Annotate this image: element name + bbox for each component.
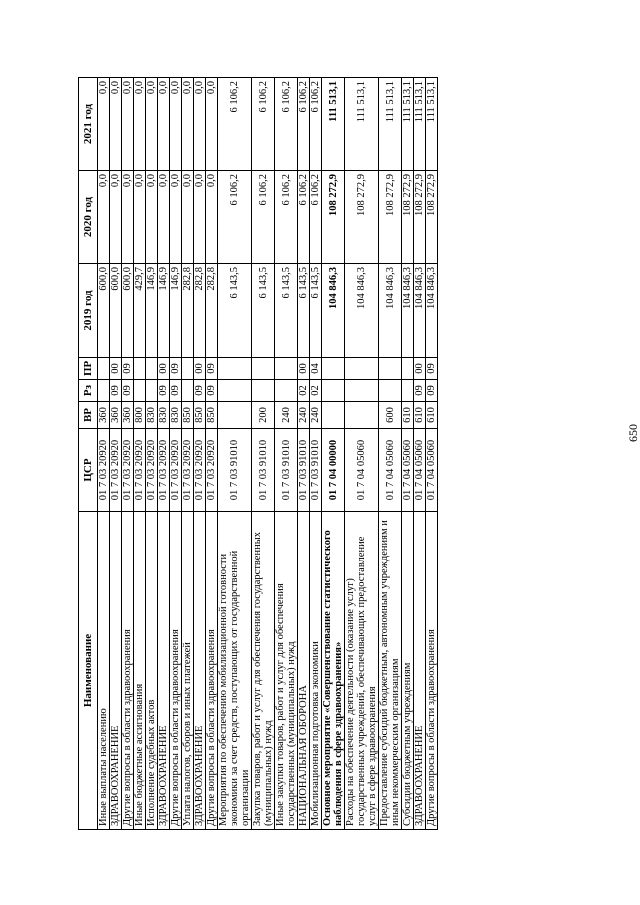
row-2020-cell: 0,0 — [194, 171, 206, 264]
table-body — [98, 78, 438, 830]
row-2019-cell: 104 846,3 — [345, 264, 379, 358]
table-row — [170, 78, 182, 830]
row-2020-cell: 108 272,9 — [402, 171, 414, 264]
row-name-cell: Мероприятия по обеспечению мобилизационной готовности экономики за счет средств, поступающих от государственной организации — [218, 512, 252, 830]
row-pr-cell: 00 — [194, 358, 206, 380]
row-rz-cell — [134, 380, 146, 402]
row-csr-cell: 01 7 03 91010 — [310, 429, 322, 512]
row-pr-cell: 09 — [170, 358, 182, 380]
row-rz-cell — [322, 380, 345, 402]
row-vr-cell: 360 — [110, 402, 122, 429]
table-header-row — [79, 78, 98, 830]
row-2019-cell: 600,0 — [110, 264, 122, 358]
row-vr-cell: 850 — [206, 402, 218, 429]
row-name-cell: Другие вопросы в области здравоохранения — [170, 512, 182, 830]
row-csr-cell: 01 7 04 05060 — [402, 429, 414, 512]
header-2019: 2019 год — [79, 264, 98, 358]
row-2021-cell: 0,0 — [98, 78, 110, 171]
row-csr-cell: 01 7 03 91010 — [252, 429, 275, 512]
row-vr-cell: 830 — [158, 402, 170, 429]
row-rz-cell: 09 — [122, 380, 134, 402]
row-2019-cell: 6 143,5 — [275, 264, 298, 358]
row-2021-cell: 111 513,1 — [402, 78, 414, 171]
row-2021-cell: 0,0 — [146, 78, 158, 171]
row-pr-cell — [402, 358, 414, 380]
row-2021-cell: 6 106,2 — [218, 78, 252, 171]
row-vr-cell: 610 — [414, 402, 426, 429]
row-2019-cell: 104 846,3 — [402, 264, 414, 358]
row-2019-cell: 104 846,3 — [426, 264, 438, 358]
row-vr-cell: 360 — [122, 402, 134, 429]
row-2020-cell: 0,0 — [134, 171, 146, 264]
row-name-cell: Другие вопросы в области здравоохранения — [122, 512, 134, 830]
row-name-cell: Иные выплаты населению — [98, 512, 110, 830]
table-row — [218, 78, 252, 830]
row-rz-cell — [252, 380, 275, 402]
row-pr-cell: 00 — [414, 358, 426, 380]
row-csr-cell: 01 7 04 05060 — [426, 429, 438, 512]
row-rz-cell: 09 — [206, 380, 218, 402]
header-2021: 2021 год — [79, 78, 98, 171]
table-row — [402, 78, 414, 830]
row-vr-cell: 240 — [275, 402, 298, 429]
row-name-cell: Предоставление субсидий бюджетным, автономным учреждениям и иным некоммерческим организациям — [379, 512, 402, 830]
row-2020-cell: 0,0 — [170, 171, 182, 264]
row-name-cell: Другие вопросы в области здравоохранения — [206, 512, 218, 830]
row-vr-cell: 240 — [310, 402, 322, 429]
row-2019-cell: 282,8 — [182, 264, 194, 358]
header-pr: ПР — [79, 358, 98, 380]
row-2019-cell: 282,8 — [206, 264, 218, 358]
table-row — [322, 78, 345, 830]
row-2021-cell: 0,0 — [158, 78, 170, 171]
header-2020: 2020 год — [79, 171, 98, 264]
row-2021-cell: 111 513,1 — [322, 78, 345, 171]
table-row — [310, 78, 322, 830]
row-2021-cell: 6 106,2 — [298, 78, 310, 171]
row-name-cell: ЗДРАВООХРАНЕНИЕ — [158, 512, 170, 830]
row-rz-cell: 09 — [110, 380, 122, 402]
row-csr-cell: 01 7 03 91010 — [218, 429, 252, 512]
row-2021-cell: 6 106,2 — [310, 78, 322, 171]
row-rz-cell: 02 — [298, 380, 310, 402]
row-name-cell: Основное мероприятие «Совершенствование статистического наблюдения в сфере здравоохранения» — [322, 512, 345, 830]
row-name-cell: Расходы на обеспечение деятельности (оказание услуг) государственных учреждений, обеспечивающих предоставление услуг в сфере здравоохранения — [345, 512, 379, 830]
row-2020-cell: 108 272,9 — [322, 171, 345, 264]
row-2019-cell: 6 143,5 — [218, 264, 252, 358]
row-2021-cell: 0,0 — [134, 78, 146, 171]
row-2019-cell: 104 846,3 — [322, 264, 345, 358]
row-2019-cell: 146,9 — [146, 264, 158, 358]
table-row — [194, 78, 206, 830]
row-2021-cell: 0,0 — [194, 78, 206, 171]
row-2019-cell: 6 143,5 — [298, 264, 310, 358]
row-2021-cell: 111 513,1 — [345, 78, 379, 171]
row-name-cell: Иные бюджетные ассигнования — [134, 512, 146, 830]
table-row — [275, 78, 298, 830]
row-2020-cell: 0,0 — [122, 171, 134, 264]
row-name-cell: Исполнение судебных актов — [146, 512, 158, 830]
row-pr-cell: 09 — [122, 358, 134, 380]
row-rz-cell: 09 — [170, 380, 182, 402]
row-rz-cell: 09 — [194, 380, 206, 402]
row-csr-cell: 01 7 03 20920 — [206, 429, 218, 512]
row-pr-cell: 09 — [206, 358, 218, 380]
row-csr-cell: 01 7 03 91010 — [275, 429, 298, 512]
table-row — [182, 78, 194, 830]
row-2020-cell: 0,0 — [110, 171, 122, 264]
row-pr-cell — [322, 358, 345, 380]
row-vr-cell: 850 — [182, 402, 194, 429]
row-2021-cell: 111 513,1 — [426, 78, 438, 171]
row-rz-cell: 02 — [310, 380, 322, 402]
row-2021-cell: 6 106,2 — [275, 78, 298, 171]
row-csr-cell: 01 7 03 20920 — [122, 429, 134, 512]
table-row — [252, 78, 275, 830]
row-csr-cell: 01 7 03 20920 — [98, 429, 110, 512]
row-2021-cell: 6 106,2 — [252, 78, 275, 171]
row-2020-cell: 0,0 — [158, 171, 170, 264]
row-vr-cell: 360 — [98, 402, 110, 429]
row-2020-cell: 0,0 — [182, 171, 194, 264]
row-name-cell: Закупка товаров, работ и услуг для обеспечения государственных (муниципальных) нужд — [252, 512, 275, 830]
table-row — [426, 78, 438, 830]
row-2019-cell: 6 143,5 — [310, 264, 322, 358]
header-rz: Рз — [79, 380, 98, 402]
row-rz-cell — [379, 380, 402, 402]
row-pr-cell — [379, 358, 402, 380]
row-2019-cell: 104 846,3 — [414, 264, 426, 358]
table-row — [122, 78, 134, 830]
table-row — [146, 78, 158, 830]
table-row — [345, 78, 379, 830]
row-csr-cell: 01 7 03 20920 — [134, 429, 146, 512]
row-2021-cell: 0,0 — [170, 78, 182, 171]
row-2019-cell: 429,7 — [134, 264, 146, 358]
row-2020-cell: 0,0 — [98, 171, 110, 264]
row-name-cell: НАЦИОНАЛЬНАЯ ОБОРОНА — [298, 512, 310, 830]
row-vr-cell: 610 — [402, 402, 414, 429]
row-rz-cell — [345, 380, 379, 402]
row-vr-cell: 830 — [170, 402, 182, 429]
row-name-cell: Уплата налогов, сборов и иных платежей — [182, 512, 194, 830]
budget-table — [78, 77, 438, 830]
table-row — [158, 78, 170, 830]
row-2020-cell: 0,0 — [206, 171, 218, 264]
row-rz-cell — [98, 380, 110, 402]
row-pr-cell: 09 — [426, 358, 438, 380]
row-2019-cell: 146,9 — [170, 264, 182, 358]
row-vr-cell — [345, 402, 379, 429]
row-vr-cell — [322, 402, 345, 429]
table-row — [414, 78, 426, 830]
row-name-cell: ЗДРАВООХРАНЕНИЕ — [194, 512, 206, 830]
row-vr-cell: 200 — [252, 402, 275, 429]
row-2019-cell: 600,0 — [98, 264, 110, 358]
row-pr-cell — [345, 358, 379, 380]
row-vr-cell: 600 — [379, 402, 402, 429]
row-pr-cell — [182, 358, 194, 380]
table-row — [379, 78, 402, 830]
row-2020-cell: 108 272,9 — [414, 171, 426, 264]
row-2020-cell: 108 272,9 — [426, 171, 438, 264]
row-csr-cell: 01 7 03 20920 — [158, 429, 170, 512]
row-pr-cell — [98, 358, 110, 380]
header-csr: ЦСР — [79, 429, 98, 512]
row-csr-cell: 01 7 03 20920 — [182, 429, 194, 512]
row-name-cell: ЗДРАВООХРАНЕНИЕ — [414, 512, 426, 830]
row-vr-cell: 800 — [134, 402, 146, 429]
header-name: Наименование — [79, 512, 98, 830]
row-2020-cell: 108 272,9 — [379, 171, 402, 264]
row-rz-cell — [146, 380, 158, 402]
row-rz-cell: 09 — [426, 380, 438, 402]
page-number: 650 — [626, 424, 640, 442]
row-csr-cell: 01 7 04 00000 — [322, 429, 345, 512]
header-vr: ВР — [79, 402, 98, 429]
row-vr-cell: 240 — [298, 402, 310, 429]
table-row — [206, 78, 218, 830]
row-rz-cell: 09 — [158, 380, 170, 402]
row-2020-cell: 0,0 — [146, 171, 158, 264]
row-csr-cell: 01 7 03 20920 — [110, 429, 122, 512]
row-pr-cell — [275, 358, 298, 380]
row-vr-cell: 830 — [146, 402, 158, 429]
row-csr-cell: 01 7 03 91010 — [298, 429, 310, 512]
row-2021-cell: 111 513,1 — [379, 78, 402, 171]
table-row — [98, 78, 110, 830]
row-pr-cell — [134, 358, 146, 380]
row-2019-cell: 600,0 — [122, 264, 134, 358]
rotated-table-wrapper — [78, 78, 528, 830]
row-pr-cell: 00 — [158, 358, 170, 380]
table-row — [134, 78, 146, 830]
table-row — [298, 78, 310, 830]
row-pr-cell: 04 — [310, 358, 322, 380]
row-rz-cell — [182, 380, 194, 402]
row-2019-cell: 6 143,5 — [252, 264, 275, 358]
row-csr-cell: 01 7 04 05060 — [379, 429, 402, 512]
row-rz-cell — [275, 380, 298, 402]
row-2019-cell: 282,8 — [194, 264, 206, 358]
row-2019-cell: 104 846,3 — [379, 264, 402, 358]
row-2020-cell: 6 106,2 — [275, 171, 298, 264]
row-2020-cell: 6 106,2 — [218, 171, 252, 264]
row-rz-cell: 09 — [414, 380, 426, 402]
row-rz-cell — [402, 380, 414, 402]
row-pr-cell: 00 — [298, 358, 310, 380]
row-csr-cell: 01 7 03 20920 — [146, 429, 158, 512]
row-2021-cell: 111 513,1 — [414, 78, 426, 171]
row-pr-cell: 00 — [110, 358, 122, 380]
row-2020-cell: 6 106,2 — [252, 171, 275, 264]
row-vr-cell: 850 — [194, 402, 206, 429]
row-pr-cell — [146, 358, 158, 380]
row-name-cell: Другие вопросы в области здравоохранения — [426, 512, 438, 830]
row-2021-cell: 0,0 — [110, 78, 122, 171]
row-csr-cell: 01 7 03 20920 — [194, 429, 206, 512]
row-vr-cell: 610 — [426, 402, 438, 429]
row-name-cell: ЗДРАВООХРАНЕНИЕ — [110, 512, 122, 830]
row-rz-cell — [218, 380, 252, 402]
row-2020-cell: 6 106,2 — [310, 171, 322, 264]
row-2020-cell: 6 106,2 — [298, 171, 310, 264]
row-2021-cell: 0,0 — [206, 78, 218, 171]
row-2021-cell: 0,0 — [182, 78, 194, 171]
row-name-cell: Мобилизационная подготовка экономики — [310, 512, 322, 830]
row-pr-cell — [218, 358, 252, 380]
row-csr-cell: 01 7 04 05060 — [345, 429, 379, 512]
row-2020-cell: 108 272,9 — [345, 171, 379, 264]
row-name-cell: Иные закупки товаров, работ и услуг для обеспечения государственных (муниципальных) нужд — [275, 512, 298, 830]
row-name-cell: Субсидии бюджетным учреждениям — [402, 512, 414, 830]
row-2021-cell: 0,0 — [122, 78, 134, 171]
table-row — [110, 78, 122, 830]
row-pr-cell — [252, 358, 275, 380]
row-csr-cell: 01 7 04 05060 — [414, 429, 426, 512]
row-vr-cell — [218, 402, 252, 429]
row-2019-cell: 146,9 — [158, 264, 170, 358]
row-csr-cell: 01 7 03 20920 — [170, 429, 182, 512]
